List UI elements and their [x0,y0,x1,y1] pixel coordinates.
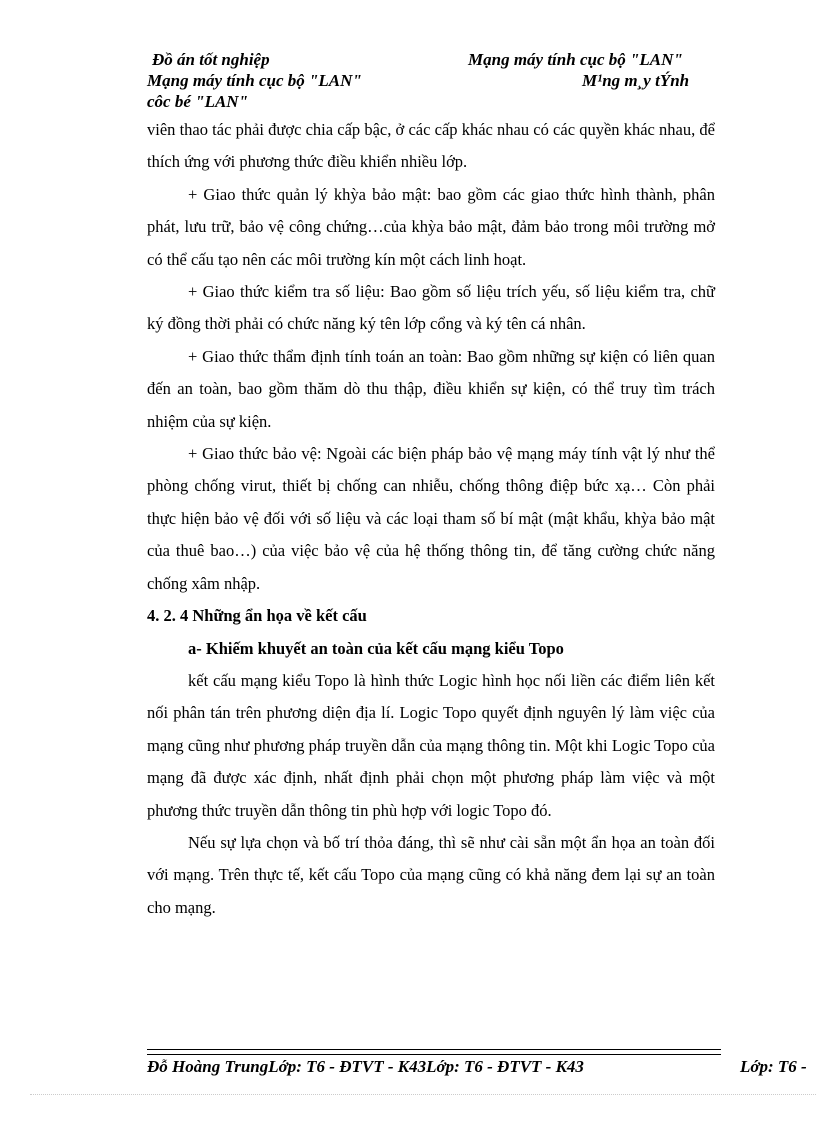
section-heading: 4. 2. 4 Những ẩn họa về kết cấu [147,606,367,626]
header-left-line3: côc bé "LAN" [147,92,249,111]
body-text [147,114,715,924]
header-right-line1: Mạng máy tính cục bộ "LAN" [468,50,683,69]
paragraph-6: kết cấu mạng kiểu Topo là hình thức Logic hình học nối liền các điểm liên kết nối phân tán trên phương diện địa lí. Logic Topo quyết định nguyên lý làm việc của mạng cũng như phương pháp truyền dẫn của mạng thông tin. Một khi Logic Topo của mạng đã được xác định, nhất định phải chọn một phương pháp làm việc và một phương thức truyền dẫn thông tin phù hợp với logic Topo đó. [147,670,715,820]
paragraph-3: + Giao thức kiểm tra số liệu: Bao gồm số liệu trích yếu, số liệu kiểm tra, chữ ký đồng thời phải có chức năng ký tên lớp cổng và ký tên cá nhân. [147,282,715,334]
paragraph-2: + Giao thức quản lý khỳa bảo mật: bao gồm các giao thức hình thành, phân phát, lưu trữ, bảo vệ công chứng…của khỳa bảo mật, đảm bảo trong môi trường mở có thể cấu tạo nên các môi trường kín một cách linh hoạt. [147,184,715,269]
footer-left: Đỗ Hoàng TrungLớp: T6 - ĐTVT - K43Lớp: T6 - ĐTVT - K43 [147,1057,584,1076]
header-left-line2: Mạng máy tính cục bộ "LAN" [147,71,362,90]
paragraph-5: + Giao thức bảo vệ: Ngoài các biện pháp bảo vệ mạng máy tính vật lý như thể phòng chống virut, thiết bị chống can nhiễu, chống thông điệp bức xạ… Còn phải thực hiện bảo vệ đối với số liệu và các loại tham số bí mật (mật khẩu, khỳa bảo mật của thuê bao…) của việc bảo vệ của hệ thống thông tin, để tăng cường chức năng chống xâm nhập. [147,444,715,593]
header-right-line2: M¹ng m¸y tÝnh [582,71,690,90]
subsection-heading: a- Khiếm khuyết an toàn của kết cấu mạng kiểu Topo [188,638,564,658]
paragraph-1: viên thao tác phải được chia cấp bậc, ở các cấp khác nhau có các quyền khác nhau, để thích ứng với phương thức điều khiển nhiều lớp. [147,120,715,172]
paragraph-7: Nếu sự lựa chọn và bố trí thỏa đáng, thì sẽ như cài sẵn một ẩn họa an toàn đối với mạng. Trên thực tế, kết cấu Topo của mạng cũng có khả năng đem lại sự an toàn cho mạng. [147,832,715,917]
footer-right: Lớp: T6 - [740,1057,807,1076]
paragraph-4: + Giao thức thẩm định tính toán an toàn: Bao gồm những sự kiện có liên quan đến an toàn, bao gồm thăm dò thu thập, điều khiển sự kiện, có thể truy tìm trách nhiệm của sự kiện. [147,346,715,431]
footer-divider [147,1049,721,1055]
header-left-line1: Đồ án tốt nghiệp [152,50,270,69]
page-bottom-border [30,1094,816,1095]
